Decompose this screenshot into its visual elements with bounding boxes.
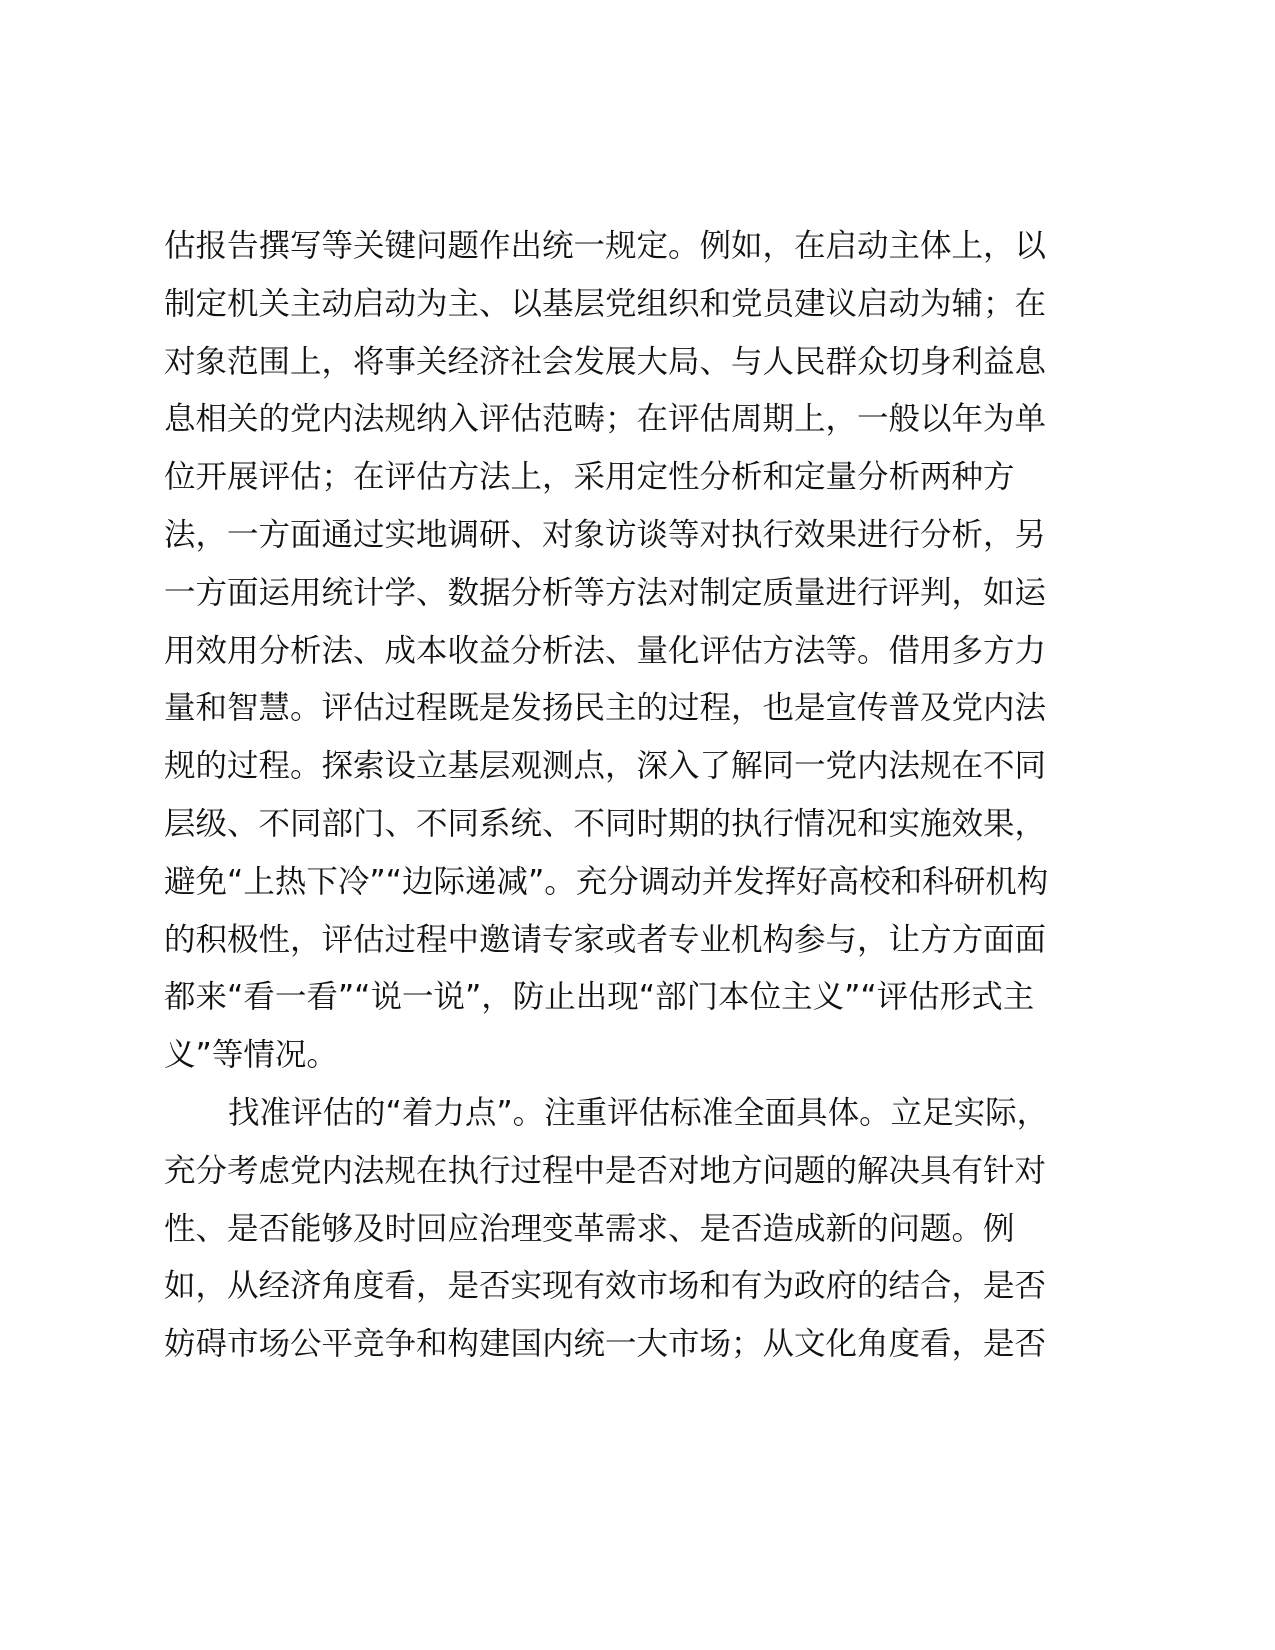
text-line: 位开展评估；在评估方法上，采用定性分析和定量分析两种方 (164, 459, 1015, 496)
text-line: 量和智慧。评估过程既是发扬民主的过程，也是宣传普及党内法 (164, 690, 1047, 727)
text-line: 用效用分析法、成本收益分析法、量化评估方法等。借用多方力 (164, 632, 1047, 669)
text-line: 对象范围上，将事关经济社会发展大局、与人民群众切身利益息 (164, 343, 1047, 380)
text-line: 如，从经济角度看，是否实现有效市场和有为政府的结合，是否 (164, 1268, 1047, 1305)
text-line: 的积极性，评估过程中邀请专家或者专业机构参与，让方方面面 (164, 921, 1047, 958)
body-text (164, 218, 1064, 1374)
text-line: 性、是否能够及时回应治理变革需求、是否造成新的问题。例 (164, 1210, 1015, 1247)
text-line: 息相关的党内法规纳入评估范畴；在评估周期上，一般以年为单 (164, 401, 1047, 438)
paragraph-start-line: 找准评估的“着力点”。注重评估标准全面具体。立足实际， (228, 1094, 1049, 1131)
text-line: 估报告撰写等关键问题作出统一规定。例如，在启动主体上，以 (164, 228, 1047, 264)
text-line: 一方面运用统计学、数据分析等方法对制定质量进行评判，如运 (164, 574, 1047, 611)
text-line: 层级、不同部门、不同系统、不同时期的执行情况和实施效果， (164, 805, 1047, 842)
text-line: 义”等情况。 (164, 1037, 338, 1074)
text-line: 充分考虑党内法规在执行过程中是否对地方问题的解决具有针对 (164, 1152, 1047, 1189)
text-line: 规的过程。探索设立基层观测点，深入了解同一党内法规在不同 (164, 748, 1047, 785)
text-line: 都来“看一看”“说一说”，防止出现“部门本位主义”“评估形式主 (164, 979, 1035, 1016)
text-line: 制定机关主动启动为主、以基层党组织和党员建议启动为辅；在 (164, 285, 1047, 322)
text-line: 妨碍市场公平竞争和构建国内统一大市场；从文化角度看，是否 (164, 1326, 1047, 1363)
text-line: 避免“上热下冷”“边际递减”。充分调动并发挥好高校和科研机构 (164, 863, 1049, 900)
text-line: 法，一方面通过实地调研、对象访谈等对执行效果进行分析，另 (164, 516, 1047, 553)
